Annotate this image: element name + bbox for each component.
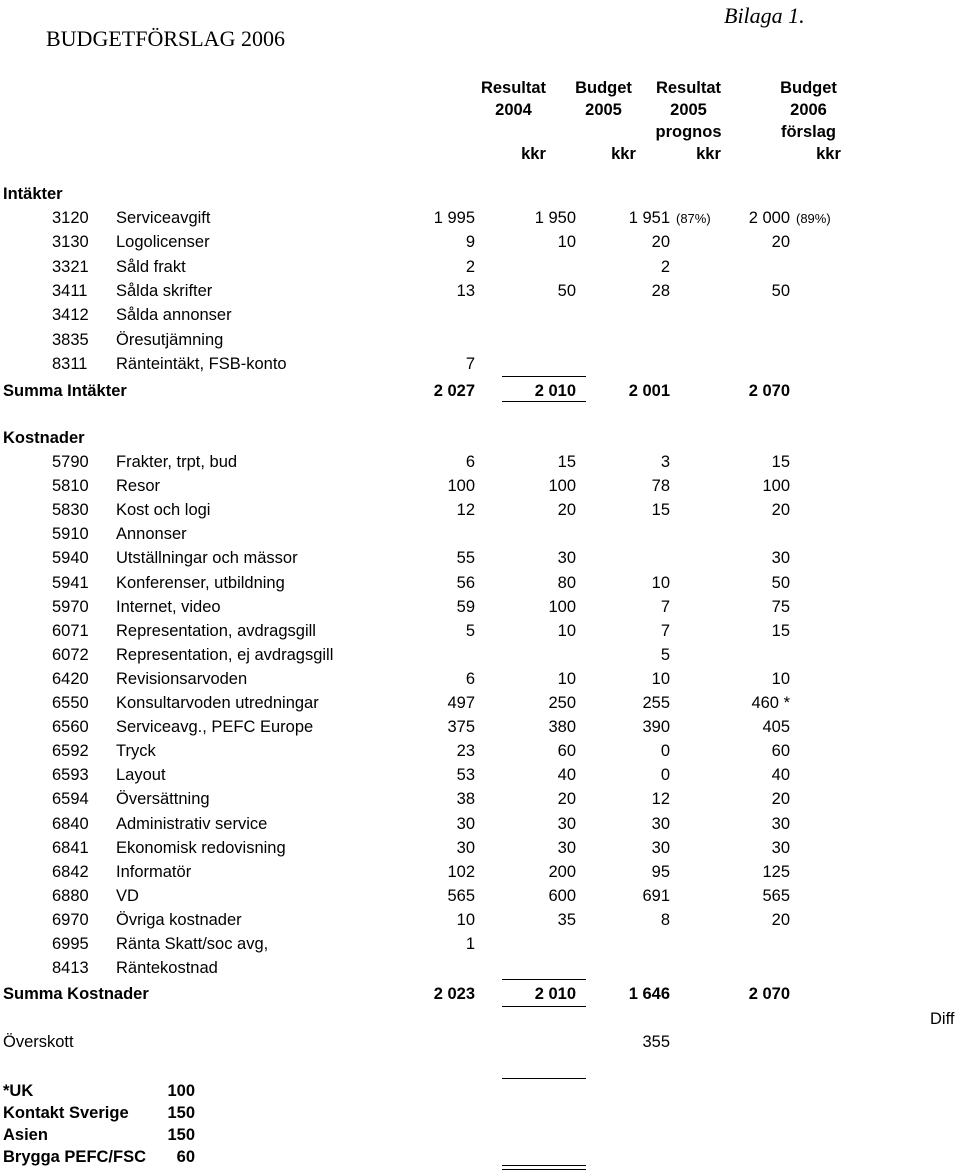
account-code: 3120 [52,209,89,227]
value-resultat-2004: 5 [465,621,475,640]
costs-total-rule [502,1006,586,1007]
value-budget-2005: 100 [548,597,576,616]
account-code: 3130 [52,233,89,252]
income-subtotal-rule [502,376,586,377]
footnote-label: Brygga PEFC/FSC [3,1148,147,1166]
value-prognos-2005: 3 [660,453,670,471]
value-resultat-2004: 9 [465,233,475,252]
document-title: BUDGETFÖRSLAG 2006 [46,26,285,51]
value-prognos-2005: 15 [651,501,670,520]
account-code: 6072 [52,645,89,664]
account-code: 6594 [52,790,89,809]
value-resultat-2004: 38 [456,790,475,809]
value-resultat-2004: 497 [447,694,475,712]
value-prognos-2005: 5 [660,645,670,664]
value-budget-2006: 15 [771,621,790,640]
costs-subtotal-rule [502,979,586,980]
value-resultat-2004: 30 [456,814,475,833]
footnote-value: 60 [176,1148,195,1166]
value-prognos-2005: 10 [651,573,670,592]
value-resultat-2004: 12 [456,501,475,520]
account-code: 3411 [52,281,88,300]
value-budget-2006: 2 000 [748,209,790,227]
costs-total-budget-2005: 2 010 [534,985,576,1003]
value-resultat-2004: 2 [465,257,475,276]
value-prognos-2005: 20 [651,233,670,252]
column-header-budget-2005: Budget 2005 kkr [575,79,636,163]
value-prognos-2005: 7 [660,621,670,640]
diff-label: Diff [930,1010,955,1028]
income-total-label: Summa Intäkter [3,382,127,400]
footnote-label: *UK [3,1082,34,1100]
account-name: Övriga kostnader [116,910,242,929]
value-resultat-2004: 55 [456,549,475,568]
costs-total-budget-2006: 2 070 [748,985,790,1003]
account-code: 6550 [52,694,89,712]
account-name: Räntekostnad [116,959,218,978]
value-prognos-2005: 1 951 [628,209,670,227]
account-name: Representation, avdragsgill [116,621,316,640]
account-code: 3412 [52,306,89,325]
account-code: 5790 [52,453,89,471]
account-name: Konsultarvoden utredningar [116,694,319,712]
value-resultat-2004: 7 [465,354,475,373]
account-name: Utställningar och mässor [116,549,298,568]
value-resultat-2004: 53 [456,766,475,785]
account-code: 5940 [52,549,89,568]
value-resultat-2004: 100 [447,477,475,496]
footnote-double-rule-1 [502,1165,586,1166]
value-budget-2006: 20 [771,790,790,809]
income-total-rule [502,401,586,402]
value-budget-2005: 1 950 [534,209,576,227]
account-name: Öresutjämning [116,330,224,349]
account-name: Ränta Skatt/soc avg, [116,935,269,953]
value-budget-2005: 40 [557,766,576,785]
value-budget-2005: 15 [557,453,576,471]
footnote-value: 150 [167,1104,195,1122]
account-code: 5910 [52,525,89,544]
value-budget-2006: 75 [771,597,790,616]
value-budget-2005: 10 [557,621,576,640]
value-budget-2005: 30 [557,549,576,568]
income-heading: Intäkter [3,185,63,203]
account-name: Informatör [116,862,192,881]
value-resultat-2004: 56 [456,573,475,592]
value-budget-2005: 20 [557,790,576,809]
value-resultat-2004: 1 [465,935,475,953]
value-resultat-2004: 13 [456,281,475,300]
footnote-value: 100 [167,1082,195,1100]
account-name: Kost och logi [116,501,211,520]
account-name: Serviceavgift [116,209,211,227]
account-code: 6842 [52,862,89,881]
value-budget-2006: 20 [771,501,790,520]
account-name: Ränteintäkt, FSB-konto [116,354,287,373]
value-prognos-2005: 95 [651,862,670,881]
value-budget-2005: 200 [548,862,576,881]
account-code: 8413 [52,959,89,978]
column-header-budget-2006-forslag: Budget 2006 förslag kkr [780,79,841,163]
value-budget-2005: 380 [548,718,576,737]
value-budget-2005: 50 [557,281,576,300]
value-budget-2005: 80 [557,573,576,592]
value-budget-2006: 50 [771,281,790,300]
account-code: 5941 [52,573,89,592]
account-code: 6841 [52,838,89,857]
account-code: 6970 [52,910,89,929]
costs-total-label: Summa Kostnader [3,985,149,1003]
value-budget-2005: 60 [557,742,576,761]
account-name: VD [116,886,139,905]
value-prognos-2005: 0 [660,742,670,761]
value-prognos-2005: 0 [660,766,670,785]
account-code: 8311 [52,354,88,373]
account-name: Tryck [116,742,156,761]
value-budget-2006: 460 * [751,694,790,712]
value-budget-2006: 125 [762,862,790,881]
value-budget-2006: 15 [771,453,790,471]
account-name: Annonser [116,525,187,544]
value-budget-2006: 10 [771,669,790,688]
account-code: 6071 [52,621,89,640]
costs-total-prognos-2005: 1 646 [628,985,670,1003]
account-name: Konferenser, utbildning [116,573,285,592]
surplus-label: Överskott [3,1033,74,1051]
account-name: Resor [116,477,161,496]
account-code: 5810 [52,477,89,496]
footnote-double-rule-2 [502,1169,586,1170]
value-resultat-2004: 102 [447,862,475,881]
account-code: 6840 [52,814,89,833]
account-code: 6420 [52,669,89,688]
account-name: Representation, ej avdragsgill [116,645,334,664]
costs-heading: Kostnader [3,429,85,447]
costs-total-resultat-2004: 2 023 [433,985,475,1003]
footnote-rule-top [502,1078,586,1079]
account-name: Internet, video [116,597,221,616]
value-budget-2005: 10 [557,233,576,252]
account-code: 3835 [52,330,89,349]
value-prognos-2005: 2 [660,257,670,276]
value-budget-2006: 40 [771,766,790,785]
value-resultat-2004: 23 [456,742,475,761]
account-code: 3321 [52,257,89,276]
account-name: Sålda annonser [116,306,232,325]
income-total-budget-2006: 2 070 [748,382,790,400]
value-budget-2005: 20 [557,501,576,520]
account-code: 6592 [52,742,89,761]
value-resultat-2004: 6 [465,453,475,471]
value-prognos-2005: 8 [660,910,670,929]
account-code: 6593 [52,766,89,785]
income-total-resultat-2004: 2 027 [433,382,475,400]
percent-prognos-2005: (87%) [676,211,711,226]
account-name: Layout [116,766,166,785]
account-code: 6995 [52,935,89,953]
account-name: Översättning [116,790,210,809]
value-budget-2006: 30 [771,814,790,833]
appendix-label: Bilaga 1. [724,3,805,28]
value-prognos-2005: 255 [642,694,670,712]
account-code: 6560 [52,718,89,737]
value-budget-2006: 20 [771,233,790,252]
value-budget-2005: 600 [548,886,576,905]
value-resultat-2004: 30 [456,838,475,857]
value-budget-2005: 250 [548,694,576,712]
account-name: Revisionsarvoden [116,669,248,688]
value-budget-2006: 100 [762,477,790,496]
value-prognos-2005: 78 [651,477,670,496]
account-code: 5830 [52,501,89,520]
account-name: Administrativ service [116,814,268,833]
account-name: Sålda skrifter [116,281,213,300]
value-budget-2006: 50 [771,573,790,592]
value-resultat-2004: 59 [456,597,475,616]
value-prognos-2005: 28 [651,281,670,300]
value-resultat-2004: 1 995 [433,209,475,227]
value-budget-2005: 30 [557,814,576,833]
account-name: Ekonomisk redovisning [116,838,286,857]
value-prognos-2005: 30 [651,814,670,833]
account-code: 6880 [52,886,89,905]
value-budget-2005: 35 [557,910,576,929]
account-name: Logolicenser [116,233,210,252]
value-prognos-2005: 10 [651,669,670,688]
value-budget-2006: 30 [771,549,790,568]
account-name: Frakter, trpt, bud [116,453,238,471]
column-header-resultat-2004: Resultat 2004 kkr [480,79,547,163]
value-resultat-2004: 10 [456,910,475,929]
column-header-resultat-2005-prognos: Resultat 2005 prognos kkr [655,79,722,163]
value-prognos-2005: 7 [660,597,670,616]
value-prognos-2005: 390 [642,718,670,737]
value-prognos-2005: 691 [642,886,670,905]
value-budget-2006: 30 [771,838,790,857]
footnote-label: Kontakt Sverige [3,1104,129,1122]
account-code: 5970 [52,597,89,616]
footnote-label: Asien [3,1126,48,1144]
footnote-value: 150 [167,1126,195,1144]
surplus-value: 355 [642,1033,670,1051]
value-prognos-2005: 12 [651,790,670,809]
value-resultat-2004: 565 [447,886,475,905]
account-name: Serviceavg., PEFC Europe [116,718,314,737]
income-total-prognos-2005: 2 001 [628,382,670,400]
value-budget-2006: 405 [762,718,790,737]
value-resultat-2004: 375 [447,718,475,737]
value-budget-2005: 100 [548,477,576,496]
value-budget-2005: 30 [557,838,576,857]
value-resultat-2004: 6 [465,669,475,688]
value-budget-2006: 565 [762,886,790,905]
percent-budget-2006: (89%) [796,211,831,226]
income-total-budget-2005: 2 010 [534,382,576,400]
value-budget-2006: 20 [771,910,790,929]
value-budget-2005: 10 [557,669,576,688]
account-name: Såld frakt [116,257,186,276]
value-prognos-2005: 30 [651,838,670,857]
value-budget-2006: 60 [771,742,790,761]
